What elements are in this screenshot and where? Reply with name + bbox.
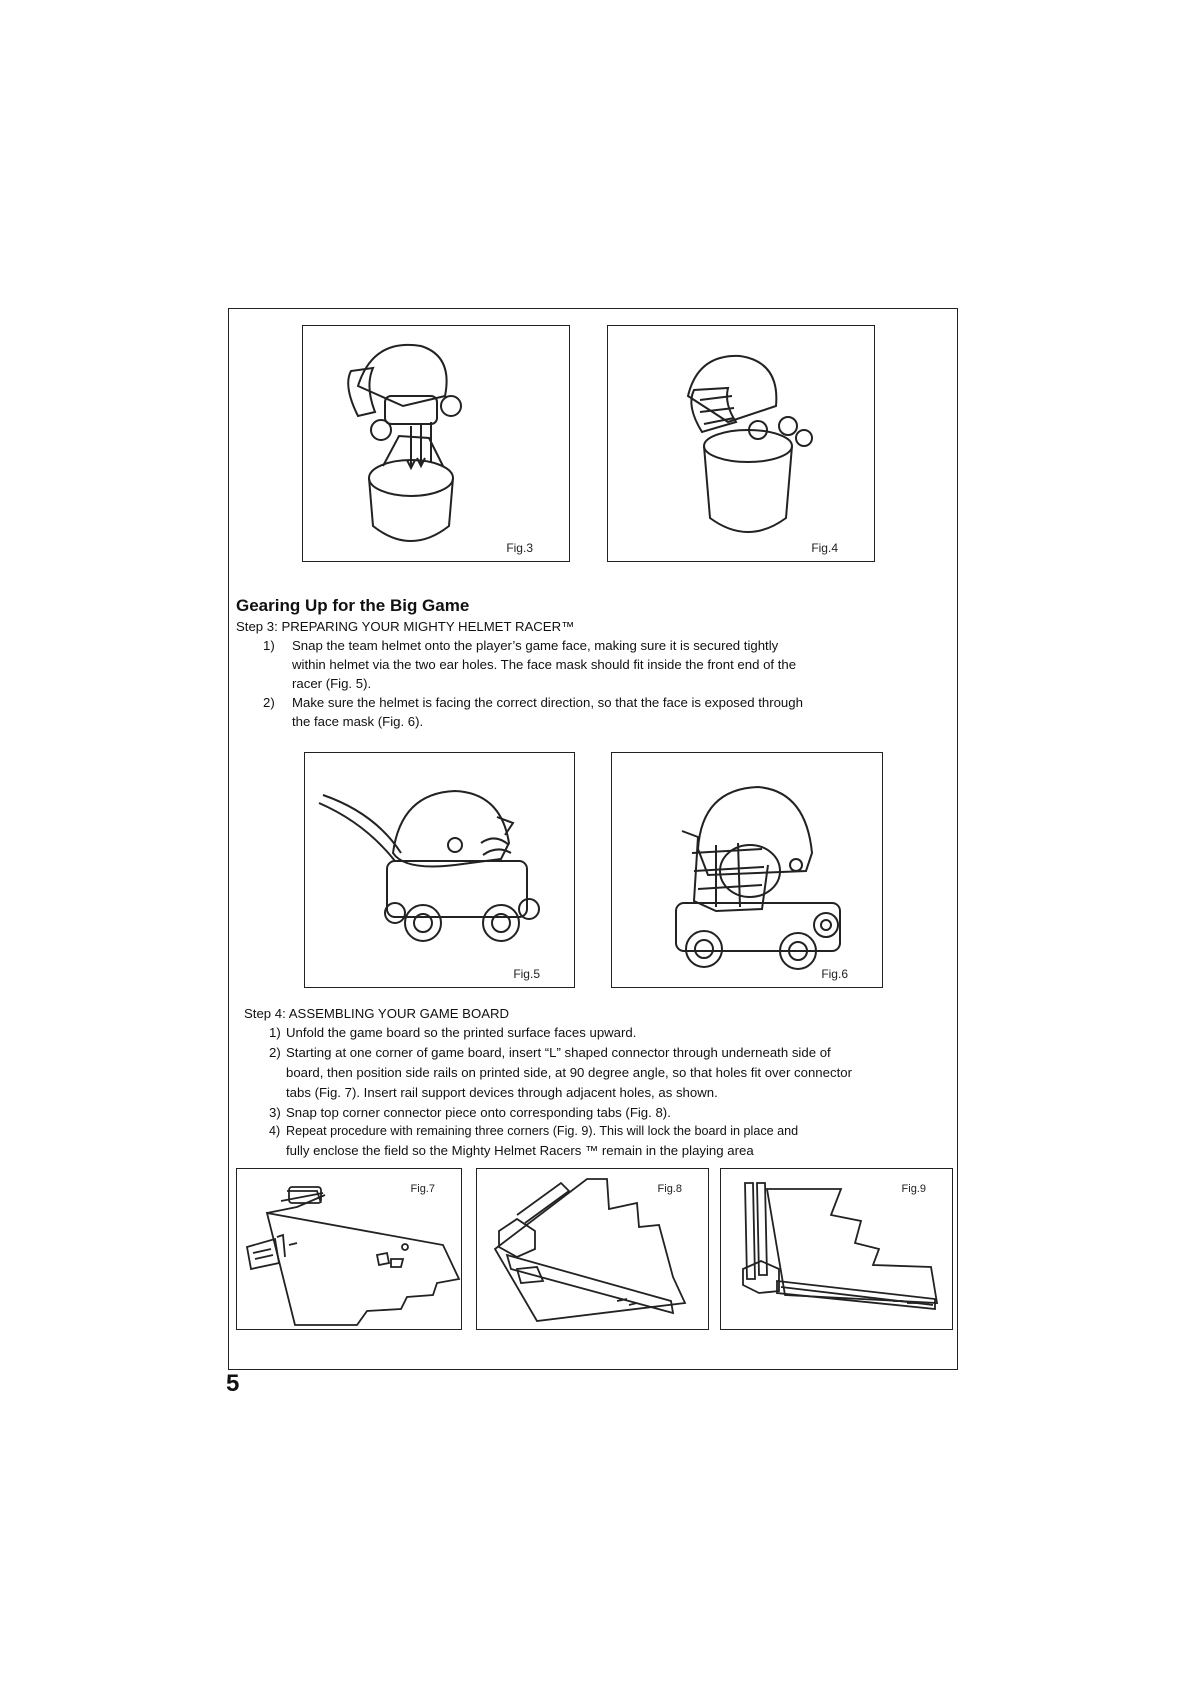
figure-3	[302, 325, 570, 562]
step-4-item-1-line-1: Unfold the game board so the printed surface faces upward.	[286, 1025, 637, 1040]
figure-8	[476, 1168, 709, 1330]
helmet-snapped-onto-racer-illustration	[305, 753, 576, 989]
step-4-item-2-number: 2)	[269, 1045, 281, 1060]
figure-8-caption: Fig.8	[657, 1183, 682, 1195]
figure-7-caption: Fig.7	[410, 1183, 435, 1195]
figure-3-caption: Fig.3	[506, 541, 533, 555]
step-4-item-4-line-1: Repeat procedure with remaining three corners (Fig. 9). This will lock the board in place and	[286, 1124, 799, 1138]
figure-6	[611, 752, 883, 988]
step-4-item-2-line-1: Starting at one corner of game board, insert “L” shaped connector through underneath side of	[286, 1045, 831, 1060]
step-3-item-2-number: 2)	[263, 695, 275, 710]
step-4-heading: Step 4: ASSEMBLING YOUR GAME BOARD	[244, 1006, 510, 1021]
figure-9-caption: Fig.9	[901, 1183, 926, 1195]
step-3-item-2-line-1: Make sure the helmet is facing the correct direction, so that the face is exposed through	[292, 695, 803, 710]
step-3-item-1-line-2: within helmet via the two ear holes. The face mask should fit inside the front end of the	[292, 657, 797, 672]
step-4-item-3-line-1: Snap top corner connector piece onto corresponding tabs (Fig. 8).	[286, 1105, 671, 1120]
figure-4-caption: Fig.4	[811, 541, 838, 555]
step-3-item-1-number: 1)	[263, 638, 275, 653]
assembled-helmet-racer-illustration	[608, 326, 876, 563]
section-title: Gearing Up for the Big Game	[236, 596, 470, 615]
figure-9	[720, 1168, 953, 1330]
figure-7	[236, 1168, 462, 1330]
step-3-item-1-line-3: racer (Fig. 5).	[292, 676, 372, 691]
step-4-item-4-number: 4)	[269, 1124, 281, 1138]
figure-6-caption: Fig.6	[821, 967, 848, 981]
step-4-item-2-line-2: board, then position side rails on printed side, at 90 degree angle, so that holes fit over connector	[286, 1065, 852, 1080]
step-3-item-2-line-2: the face mask (Fig. 6).	[292, 714, 424, 729]
helmet-racer-front-view-illustration	[612, 753, 884, 989]
figure-5	[304, 752, 575, 988]
step-4-item-1-number: 1)	[269, 1025, 281, 1040]
helmet-on-racer-illustration	[303, 326, 571, 563]
step-4-item-3-number: 3)	[269, 1105, 281, 1120]
step-4-item-4-line-2: fully enclose the field so the Mighty Helmet Racers ™ remain in the playing area	[286, 1143, 754, 1158]
step-4-item-2-line-3: tabs (Fig. 7). Insert rail support devices through adjacent holes, as shown.	[286, 1085, 718, 1100]
step-3-heading: Step 3: PREPARING YOUR MIGHTY HELMET RACER™	[236, 619, 575, 634]
page-number: 5	[226, 1370, 240, 1397]
figure-4	[607, 325, 875, 562]
step-3-item-1-line-1: Snap the team helmet onto the player’s game face, making sure it is secured tightly	[292, 638, 779, 653]
figure-5-caption: Fig.5	[513, 967, 540, 981]
